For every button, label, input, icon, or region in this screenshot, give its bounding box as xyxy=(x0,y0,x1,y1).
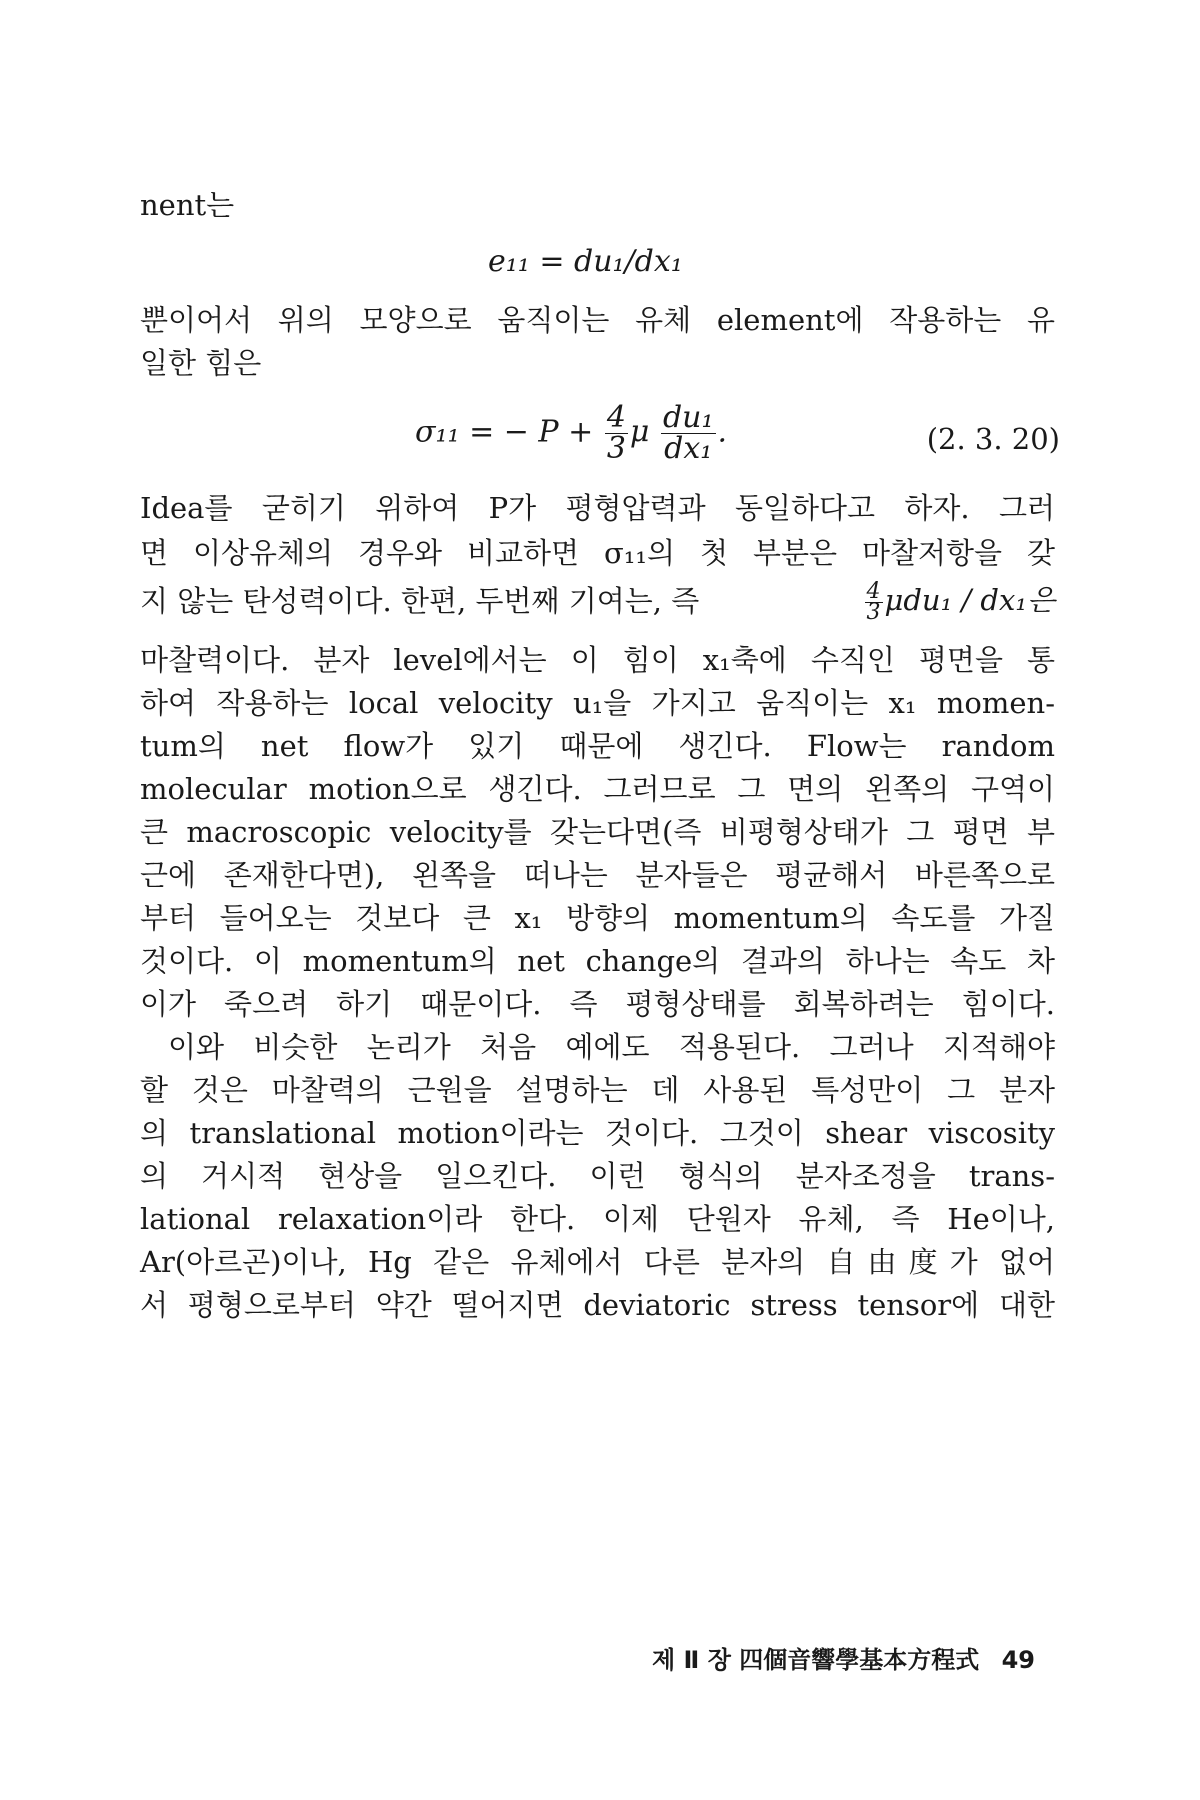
text-line: 서 평형으로부터 약간 떨어지면 deviatoric stress tensor에 대한 xyxy=(140,1288,1055,1322)
fraction-numerator: 4 xyxy=(866,578,881,604)
equation-strain-rate: e₁₁ = du₁/dx₁ xyxy=(488,244,683,279)
fraction-denominator: 3 xyxy=(606,431,626,466)
text-line: 마찰력이다. 분자 level에서는 이 힘이 x₁축에 수직인 평면을 통 xyxy=(140,643,1055,677)
text-line: 의 translational motion이라는 것이다. 그것이 shear viscosity xyxy=(140,1116,1055,1150)
text-line: 이와 비슷한 논리가 처음 예에도 적용된다. 그러나 지적해야 xyxy=(168,1030,1055,1064)
fraction-numerator: 4 xyxy=(606,400,626,435)
text-line: 할 것은 마찰력의 근원을 설명하는 데 사용된 특성만이 그 분자 xyxy=(140,1073,1055,1107)
text-line: 일한 힘은 xyxy=(140,346,262,380)
text-line: Ar(아르곤)이나, Hg 같은 유체에서 다른 분자의 自由度가 없어 xyxy=(140,1245,1055,1279)
fraction-derivative xyxy=(661,400,716,466)
text-line: lational relaxation이라 한다. 이제 단원자 유체, 즉 He이나, xyxy=(140,1202,1055,1236)
page-number: 49 xyxy=(1001,1646,1035,1674)
text-line: 근에 존재한다면), 왼쪽을 떠나는 분자들은 평균해서 바른쪽으로 xyxy=(140,858,1055,892)
equation-number: (2. 3. 20) xyxy=(926,422,1060,456)
text-line: Idea를 굳히기 위하여 P가 평형압력과 동일하다고 하자. 그러 xyxy=(140,491,1055,525)
text-line: 큰 macroscopic velocity를 갖는다면(즉 비평형상태가 그 평면 부 xyxy=(140,815,1055,849)
fraction-numerator: du₁ xyxy=(662,400,714,435)
text-line-with-fraction xyxy=(140,580,1055,623)
text-line: 부터 들어오는 것보다 큰 x₁ 방향의 momentum의 속도를 가질 xyxy=(140,901,1055,935)
text-line: 하여 작용하는 local velocity u₁을 가지고 움직이는 x₁ momen- xyxy=(140,686,1055,720)
text-line: molecular motion으로 생긴다. 그러므로 그 면의 왼쪽의 구역이 xyxy=(140,772,1055,806)
fraction-denominator: dx₁ xyxy=(664,431,713,466)
chapter-title: 제 Ⅱ 장 四個音響學基本方程式 xyxy=(651,1646,980,1674)
text-line: 의 거시적 현상을 일으킨다. 이런 형식의 분자조정을 trans- xyxy=(140,1159,1055,1193)
text-line: 것이다. 이 momentum의 net change의 결과의 하나는 속도 차 xyxy=(140,944,1055,978)
fraction-four-thirds xyxy=(605,400,628,466)
equation-lhs: σ₁₁ = − P + xyxy=(415,414,594,450)
equation-stress xyxy=(415,400,728,466)
text-line: 면 이상유체의 경우와 비교하면 σ₁₁의 첫 부분은 마찰저항을 갖 xyxy=(140,536,1055,570)
text-line: 뿐이어서 위의 모양으로 움직이는 유체 element에 작용하는 유 xyxy=(140,303,1055,337)
text-line: 이가 죽으려 하기 때문이다. 즉 평형상태를 회복하려는 힘이다. xyxy=(140,987,1055,1021)
mu-symbol: μ xyxy=(629,414,650,450)
text-segment: μdu₁ / dx₁은 xyxy=(884,583,1055,617)
fraction-denominator: 3 xyxy=(866,599,881,625)
text-line: tum의 net flow가 있기 때문에 생긴다. Flow는 random xyxy=(140,729,1055,763)
page-footer xyxy=(652,1640,1035,1675)
inline-fraction xyxy=(865,578,883,625)
text-line: nent는 xyxy=(140,188,235,222)
inline-fraction-group xyxy=(863,580,1055,623)
text-segment: 지 않는 탄성력이다. 한편, 두번째 기여는, 즉 xyxy=(140,584,700,619)
equation-period: . xyxy=(717,414,728,450)
